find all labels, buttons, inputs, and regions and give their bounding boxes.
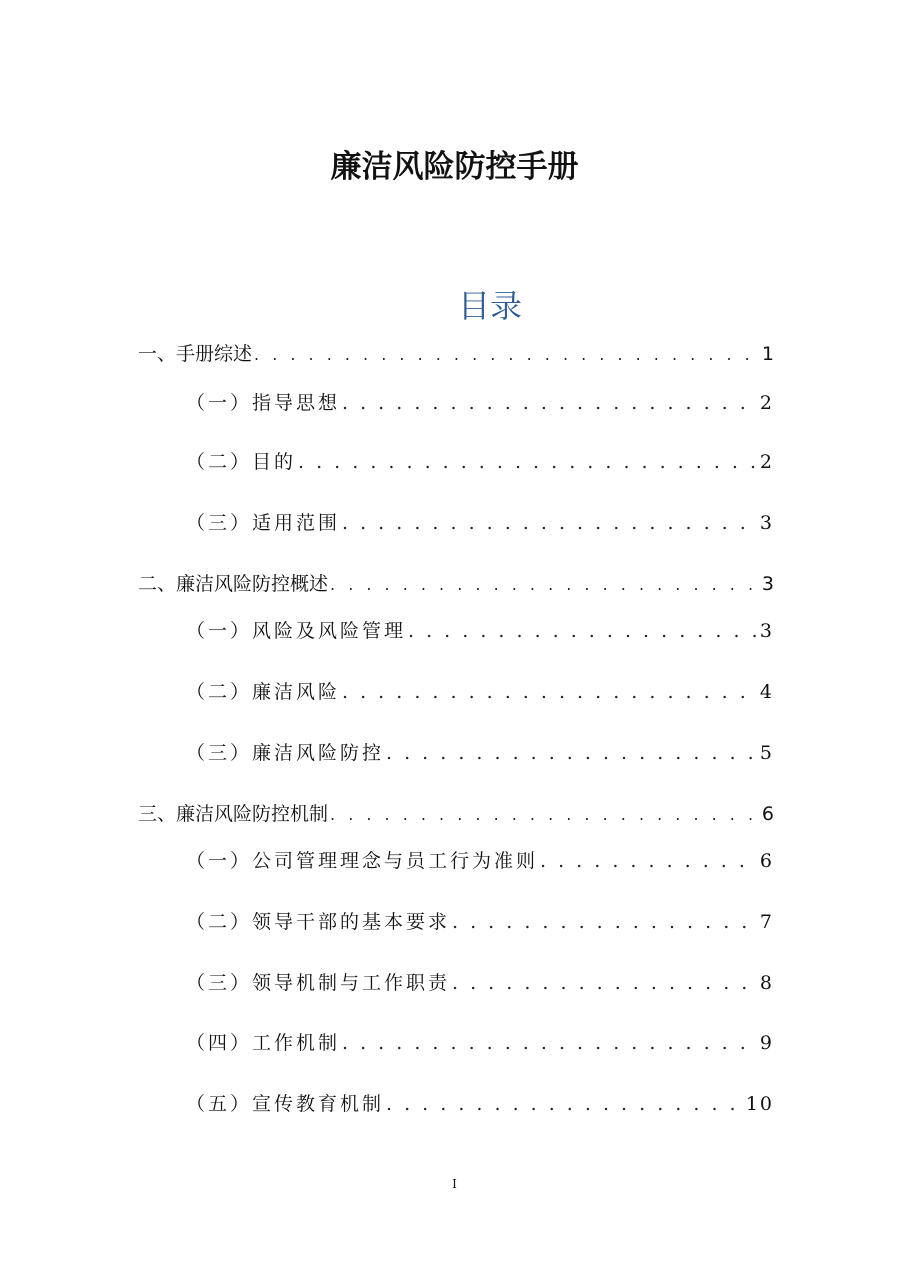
toc-entry-label: （五）宣传教育机制 — [186, 1093, 385, 1115]
toc-entry-page: 3 — [759, 620, 774, 642]
toc-entry-label: （一）指导思想 — [186, 392, 341, 414]
toc-entry-label: （二）目的 — [186, 451, 297, 473]
toc-section-entry[interactable] — [186, 844, 774, 878]
toc-chapter-entry[interactable] — [138, 337, 774, 371]
toc-section-entry[interactable] — [186, 1026, 774, 1060]
toc-dot-leader — [540, 844, 758, 878]
toc-entry-page: 2 — [759, 392, 774, 414]
toc-heading: 目录 — [457, 287, 522, 325]
toc-entry-label: （二）领导干部的基本要求 — [186, 911, 451, 933]
toc-entry-page: 1 — [761, 343, 774, 365]
toc-section-entry[interactable] — [186, 614, 774, 648]
document-title: 廉洁风险防控手册 — [330, 149, 579, 185]
toc-chapter-entry[interactable] — [138, 797, 774, 831]
toc-entry-label: 一、手册综述 — [138, 343, 253, 365]
toc-section-entry[interactable] — [186, 905, 774, 939]
toc-section-entry[interactable] — [186, 386, 774, 420]
toc-dot-leader — [330, 568, 760, 601]
toc-entry-page: 8 — [759, 972, 774, 994]
toc-entry-label: （一）公司管理理念与员工行为准则 — [186, 850, 539, 872]
toc-entry-label: （三）领导机制与工作职责 — [186, 972, 451, 994]
toc-section-entry[interactable] — [186, 445, 774, 479]
toc-dot-leader — [342, 675, 758, 709]
toc-entry-page: 10 — [745, 1093, 774, 1115]
toc-dot-leader — [342, 1026, 758, 1060]
toc-section-entry[interactable] — [186, 1087, 774, 1121]
toc-entry-label: （三）适用范围 — [186, 512, 341, 534]
toc-section-entry[interactable] — [186, 966, 774, 1000]
toc-dot-leader — [298, 445, 758, 479]
toc-dot-leader — [408, 614, 758, 648]
toc-entry-page: 5 — [759, 742, 774, 764]
toc-chapter-entry[interactable] — [138, 567, 774, 601]
toc-section-entry[interactable] — [186, 675, 774, 709]
toc-entry-label: （一）风险及风险管理 — [186, 620, 407, 642]
toc-entry-label: （四）工作机制 — [186, 1032, 341, 1054]
toc-entry-label: （二）廉洁风险 — [186, 681, 341, 703]
toc-entry-page: 6 — [761, 803, 774, 825]
toc-entry-label: （三）廉洁风险防控 — [186, 742, 385, 764]
toc-dot-leader — [330, 798, 760, 831]
toc-entry-page: 7 — [759, 911, 774, 933]
toc-entry-page: 6 — [759, 850, 774, 872]
toc-dot-leader — [386, 1087, 744, 1121]
toc-entry-page: 3 — [759, 512, 774, 534]
toc-entry-page: 9 — [759, 1032, 774, 1054]
toc-dot-leader — [342, 386, 758, 420]
toc-dot-leader — [386, 736, 758, 770]
page-number: I — [452, 1177, 457, 1191]
toc-entry-page: 4 — [759, 681, 774, 703]
toc-dot-leader — [452, 905, 758, 939]
toc-section-entry[interactable] — [186, 506, 774, 540]
toc-dot-leader — [342, 506, 758, 540]
toc-entry-label: 三、廉洁风险防控机制 — [138, 803, 329, 825]
toc-section-entry[interactable] — [186, 736, 774, 770]
toc-entry-page: 3 — [761, 573, 774, 595]
toc-dot-leader — [452, 966, 758, 1000]
toc-dot-leader — [254, 338, 760, 371]
toc-entry-page: 2 — [759, 451, 774, 473]
toc-entry-label: 二、廉洁风险防控概述 — [138, 573, 329, 595]
